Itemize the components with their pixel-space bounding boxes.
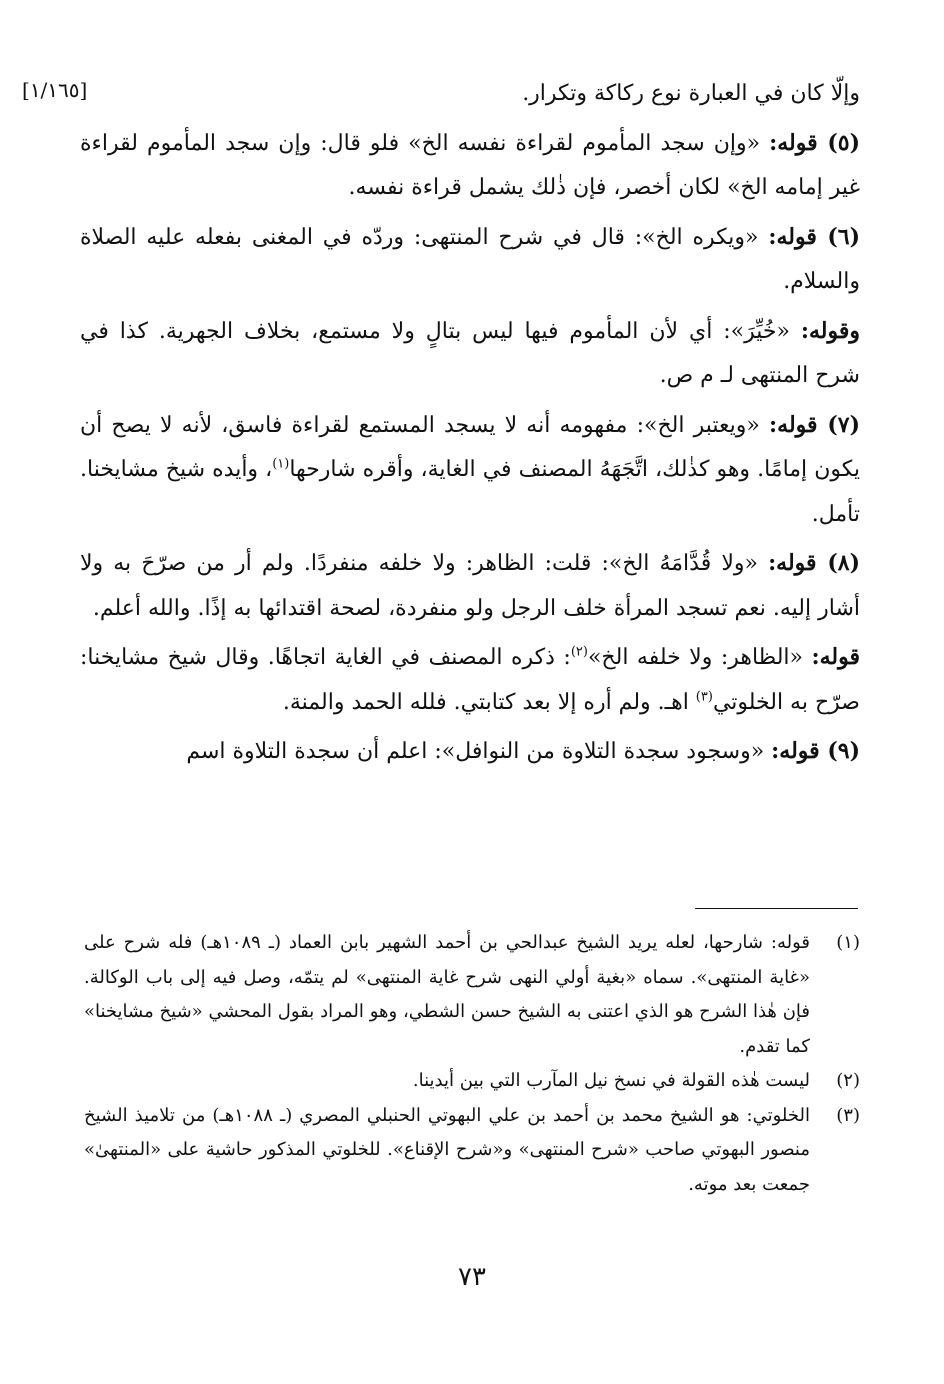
note-heading: قوله: <box>811 644 861 670</box>
main-text <box>80 72 860 779</box>
note-heading: (٦) قوله: <box>768 223 860 250</box>
note-body: ، وأيده شيخ مشايخنا. تأمل. <box>80 457 860 527</box>
note-body: «ويعتبر الخ»: مفهومه أنه لا يسجد المستمع لقراءة فاسق، لأنه لا يصح أن يكون إمامًا. وهو كذٰلك، اتَّجَهَهُ المصنف في الغاية، وأقره شارحها <box>80 412 860 482</box>
paragraph-note-6 <box>80 215 860 305</box>
footnote-3 <box>84 1099 860 1203</box>
footnotes <box>84 926 860 1202</box>
footnote-number: (١) <box>836 932 860 953</box>
footnote-number: (٣) <box>836 1104 860 1126</box>
note-heading: (٥) قوله: <box>769 129 860 156</box>
paragraph-note-7 <box>80 403 860 538</box>
paragraph-note-8 <box>80 541 860 631</box>
note-body: «وسجود سجدة التلاوة من النوافل»: اعلم أن سجدة التلاوة اسم <box>186 739 772 764</box>
manuscript-folio-reference: [١/١٦٥] <box>22 78 88 102</box>
footnote-number: (٢) <box>836 1070 860 1091</box>
footnote-2 <box>84 1064 860 1099</box>
footnote-separator <box>695 908 858 909</box>
note-body: «وإن سجد المأموم لقراءة نفسه الخ» فلو قال: وإن سجد المأموم لقراءة غير إمامه الخ» لكان أخصر، فإن ذٰلك يشمل قراءة نفسه. <box>80 130 860 200</box>
footnote-text: ليست هٰذه القولة في نسخ نيل المآرب التي بين أيدينا. <box>412 1070 810 1091</box>
note-body: : ذكره المصنف في الغاية اتجاهًا. وقال شيخ مشايخنا: صرّح به الخلوتي <box>80 645 860 715</box>
footnote-ref-1[interactable]: (١) <box>272 456 290 472</box>
page-number: ٧٣ <box>458 1262 486 1292</box>
note-heading: وقوله: <box>800 317 860 344</box>
note-body: «الظاهر: ولا خلفه الخ» <box>587 645 812 670</box>
note-body: «ويكره الخ»: قال في شرح المنتهى: وردّه في المغنى بفعله عليه الصلاة والسلام. <box>80 224 860 294</box>
paragraph-note-6b <box>80 309 860 399</box>
note-body: اهـ. ولم أره إلا بعد كتابتي. فلله الحمد والمنة. <box>282 689 696 715</box>
footnote-1 <box>84 926 860 1064</box>
note-heading: (٨) قوله: <box>768 550 860 576</box>
footnote-ref-2[interactable]: (٢) <box>570 644 588 660</box>
paragraph-continuation: وإلّا كان في العبارة نوع ركاكة وتكرار. <box>522 81 860 106</box>
footnote-text: قوله: شارحها، لعله يريد الشيخ عبدالحي بن أحمد الشهير بابن العماد (ـ ١٠٨٩هـ) فله شرح على «غاية المنتهى». سماه «بغية أولي النهى شرح غاية المنتهى» لم يتمّه، وصل فيه إلى باب الوكالة. فإن هٰذا الشرح هو الذي اعتنى به الشيخ حسن الشطي، وهو المراد بقول المحشي «شيخ مشايخنا» كما تقدم. <box>84 932 810 1057</box>
paragraph-note-5 <box>80 121 860 211</box>
footnote-text: الخلوتي: هو الشيخ محمد بن أحمد بن علي البهوتي الحنبلي المصري (ـ ١٠٨٨هـ) من تلاميذ الشيخ منصور البهوتي صاحب «شرح المنتهى» و«شرح الإقناع». للخلوتي المذكور حاشية على «المنتهىٰ» جمعت بعد موته. <box>84 1104 810 1195</box>
note-body: «خُيِّرَ»: أي لأن المأموم فيها ليس بتالٍ ولا مستمع، بخلاف الجهرية. كذا في شرح المنتهى لـ م ص. <box>80 318 860 388</box>
footnote-ref-3[interactable]: (٣) <box>695 689 713 705</box>
note-heading: (٧) قوله: <box>769 411 861 438</box>
paragraph-note-9 <box>80 729 860 775</box>
note-body: «ولا قُدَّامَهُ الخ»: قلت: الظاهر: ولا خلفه منفردًا. ولم أر من صرّحَ به ولا أشار إليه. نعم تسجد المرأة خلف الرجل ولو منفردة، لصحة اقتدائها به إذًا. والله أعلم. <box>80 551 860 621</box>
paragraph-note-8b <box>80 635 860 725</box>
note-heading: (٩) قوله: <box>771 738 860 764</box>
